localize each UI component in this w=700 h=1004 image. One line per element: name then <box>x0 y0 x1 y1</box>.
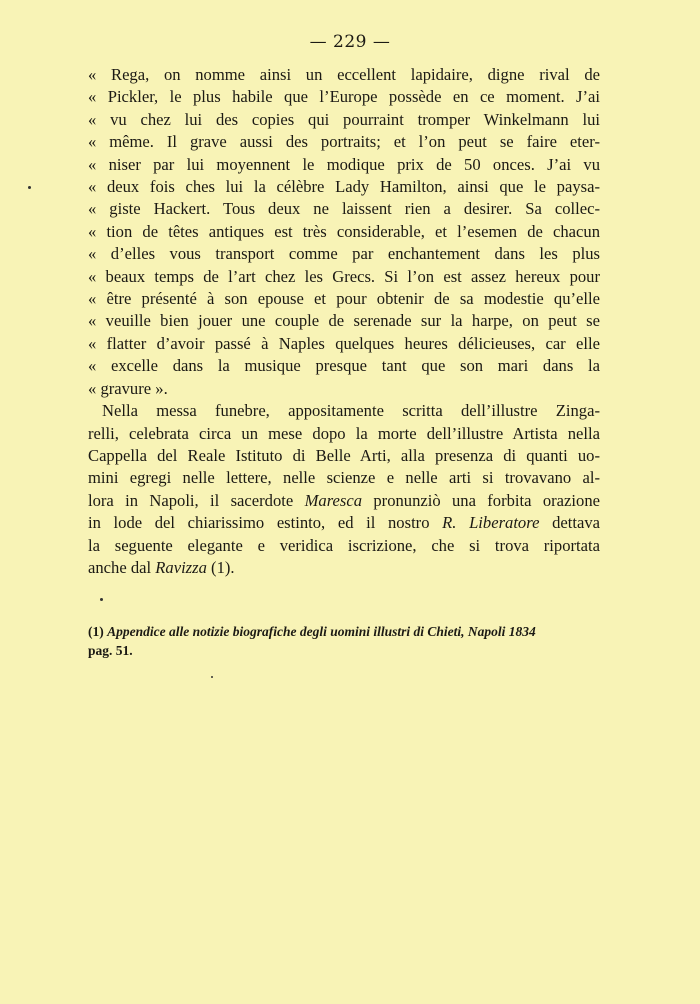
text-run: in lode del chiarissimo estinto, ed il nostro <box>88 513 443 533</box>
paragraph-line: la seguente elegante e veridica iscrizione, che si trova riportata <box>88 535 600 555</box>
footnote-marker: (1) <box>88 624 108 639</box>
text-run: (1). <box>206 557 235 577</box>
paragraph-line <box>88 490 600 512</box>
quote-line: « niser par lui moyennent le modique prix de 50 onces. J’ai vu <box>88 154 600 174</box>
quote-line: « excelle dans la musique presque tant que son mari dans la <box>88 356 600 376</box>
name-maresca: Maresca <box>304 490 363 510</box>
footnote-line <box>88 622 600 641</box>
text-run: pronunziò una forbita orazione <box>362 490 600 510</box>
quote-line: « d’elles vous transport comme par enchantement dans les plus <box>88 244 600 264</box>
footnote-citation: Appendice alle notizie biografiche degli uomini illustri di Chieti, Napoli 1834 <box>107 624 536 639</box>
quote-line: « tion de têtes antiques est très considerable, et l’esemen de chacun <box>88 221 600 241</box>
paragraph-line <box>88 512 600 534</box>
quote-line: « vu chez lui des copies qui pourraint tromper Winkelmann lui <box>88 109 600 129</box>
ink-speck <box>28 186 31 189</box>
paragraph-line: mini egregi nelle lettere, nelle scienze e nelle arti si trovavano al- <box>88 468 600 488</box>
quote-line: « gravure ». <box>88 378 168 398</box>
paragraph-line <box>88 557 600 579</box>
ink-speck <box>100 598 103 601</box>
quote-line: « Rega, on nomme ainsi un eccellent lapidaire, digne rival de <box>88 65 600 84</box>
quote-line: « giste Hackert. Tous deux ne laissent rien a desirer. Sa collec- <box>88 199 600 219</box>
quote-line: « deux fois ches lui la célèbre Lady Hamilton, ainsi que le paysa- <box>88 177 600 197</box>
quote-line: « flatter d’avoir passé à Naples quelques heures délicieuses, car elle <box>88 333 600 353</box>
paragraph-line: Cappella del Reale Istituto di Belle Arti, alla presenza di quanti uo- <box>88 445 600 465</box>
quote-line: « Pickler, le plus habile que l’Europe possède en ce moment. J’ai <box>88 87 600 107</box>
name-ravizza: Ravizza <box>155 557 207 577</box>
footnote <box>88 622 600 660</box>
name-liberatore: R. Liberatore <box>442 513 540 533</box>
quote-line: « veuille bien jouer une couple de serenade sur la harpe, on peut se <box>88 311 600 331</box>
quote-line: « être présenté à son epouse et pour obtenir de sa modestie qu’elle <box>88 289 600 309</box>
paragraph-line: relli, celebrata circa un mese dopo la morte dell’illustre Artista nella <box>88 423 600 443</box>
quote-line: « beaux temps de l’art chez les Grecs. Si l’on est assez hereux pour <box>88 266 600 286</box>
page-number: — 229 — <box>309 32 391 52</box>
ink-speck <box>211 676 213 678</box>
footnote-page: pag. 51. <box>88 643 133 658</box>
paragraph-line: Nella messa funebre, appositamente scritta dell’illustre Zinga- <box>102 401 600 421</box>
text-run: anche dal <box>88 557 156 577</box>
body-text <box>88 64 600 579</box>
quote-line: « même. Il grave aussi des portraits; et l’on peut se faire eter- <box>88 132 600 152</box>
text-run: lora in Napoli, il sacerdote <box>88 490 305 510</box>
text-run: dettava <box>539 513 600 533</box>
